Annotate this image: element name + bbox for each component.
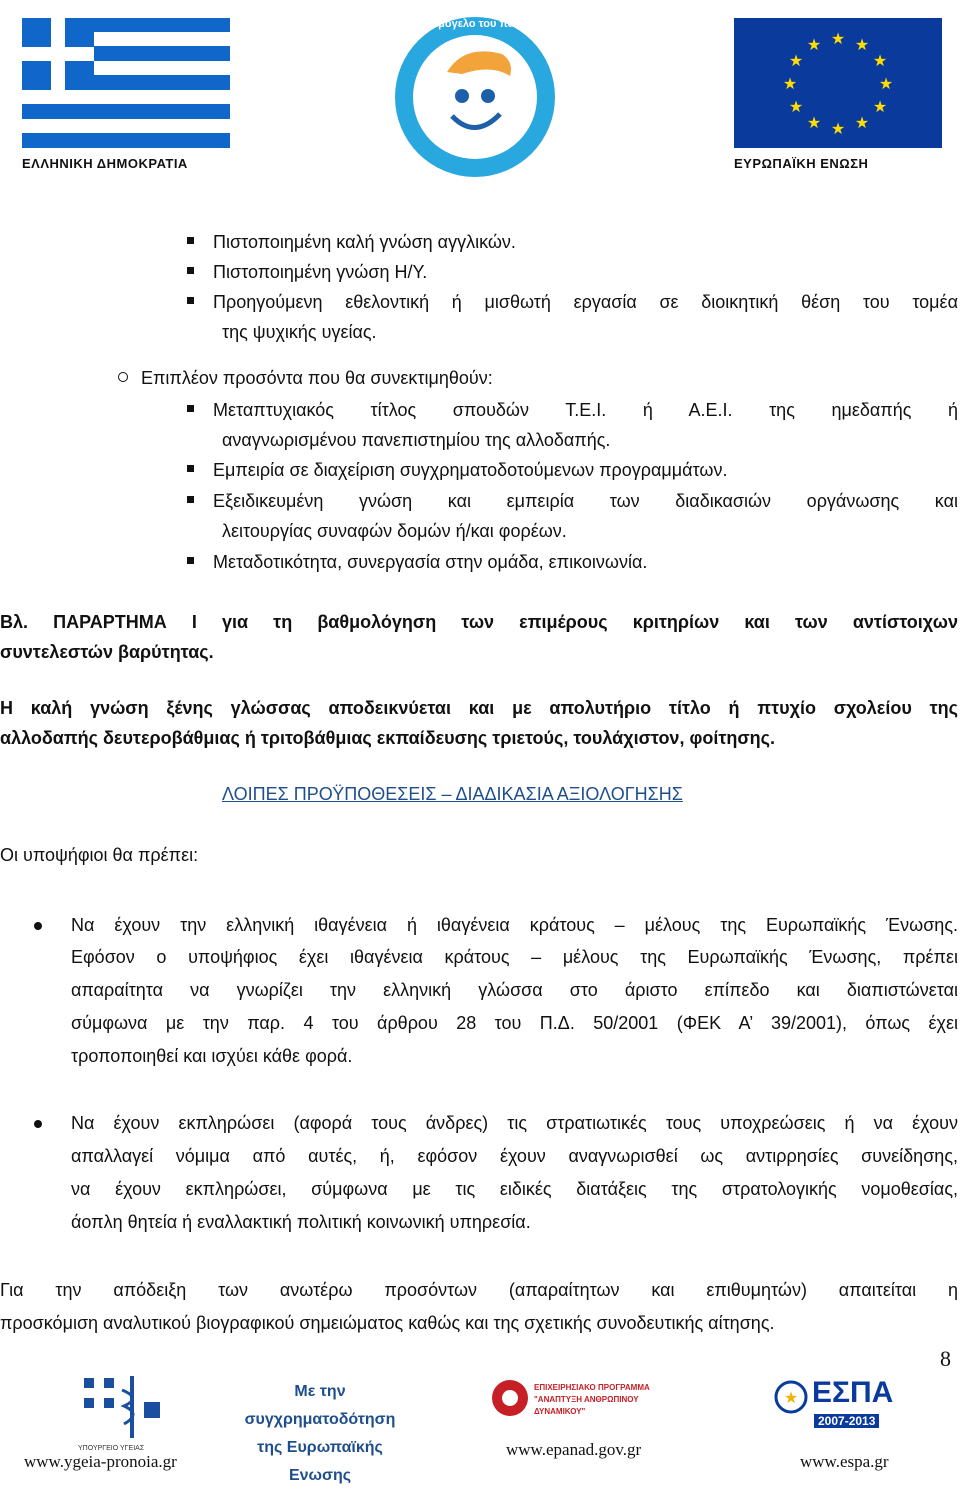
program-logo-line: ΕΠΙΧΕΙΡΗΣΙΑΚΟ ΠΡΟΓΡΑΜΜΑ <box>534 1383 650 1392</box>
svg-text:★: ★ <box>830 29 846 48</box>
program-logo <box>490 1376 690 1422</box>
list-item: Μεταδοτικότητα, συνεργασία στην ομάδα, επικοινωνία. <box>213 552 648 572</box>
list-item: Πιστοποιημένη γνώση Η/Υ. <box>213 262 428 282</box>
annex-note-line1: Βλ. ΠΑΡΑΡΤΗΜΑ Ι για τη βαθμολόγηση των επιμέρους κριτηρίων και των αντίστοιχων <box>0 612 958 632</box>
condition-line: Να έχουν εκπληρώσει (αφορά τους άνδρες) τις στρατιωτικές τους υποχρεώσεις ή να έχουν <box>71 1113 958 1133</box>
condition-line: απαλλαγεί νόμιμα από αυτές, ή, εφόσον έχουν αναγνωρισθεί ως αντιρρησίες συνείδησης, <box>71 1146 958 1166</box>
eu-flag-icon <box>734 18 942 148</box>
greek-flag-logo <box>22 18 230 171</box>
ministry-logo <box>40 1372 220 1452</box>
round-bullet-icon <box>34 922 42 930</box>
proof-note-line2: προσκόμιση αναλυτικού βιογραφικού σημειώματος καθώς και της σχετικής συνοδευτικής αίτησης. <box>0 1313 775 1333</box>
proof-note-line1: Για την απόδειξη των ανωτέρω προσόντων (απαραίτητων και επιθυμητών) απαιτείται η <box>0 1280 958 1300</box>
ministry-logo-text: ΥΠΟΥΡΓΕΙΟ ΥΓΕΙΑΣ <box>78 1445 145 1452</box>
square-bullet-icon <box>187 557 194 564</box>
list-item: Εξειδικευμένη γνώση και εμπειρία των διαδικασιών οργάνωσης και <box>213 491 958 511</box>
square-bullet-icon <box>187 297 194 304</box>
condition-line: απαραίτητα να γνωρίζει την ελληνική γλώσσα στο άριστο επίπεδο και διαπιστώνεται <box>71 980 958 1000</box>
child-smile-icon <box>392 14 558 180</box>
smile-of-the-child-logo <box>392 14 558 180</box>
svg-text:★: ★ <box>872 51 888 70</box>
svg-text:★: ★ <box>878 74 894 93</box>
svg-text:★: ★ <box>783 1388 799 1407</box>
greek-flag-caption: ΕΛΛΗΝΙΚΗ ΔΗΜΟΚΡΑΤΙΑ <box>22 156 188 171</box>
eu-flag-logo <box>734 18 942 171</box>
square-bullet-icon <box>187 496 194 503</box>
additional-heading: Επιπλέον προσόντα που θα συνεκτιμηθούν: <box>141 368 493 388</box>
language-note-line2: αλλοδαπής δευτεροβάθμιας ή τριτοβάθμιας εκπαίδευσης τριετούς, τουλάχιστον, φοίτησης. <box>0 728 776 748</box>
espa-url: www.espa.gr <box>800 1452 889 1471</box>
svg-text:★: ★ <box>788 97 804 116</box>
condition-line: τροποποιηθεί και ισχύει κάθε φορά. <box>71 1046 353 1066</box>
list-item-continuation: αναγνωρισμένου πανεπιστημίου της αλλοδαπής. <box>222 430 611 450</box>
square-bullet-icon <box>187 465 194 472</box>
center-logo-text: Το χαμόγελο του παιδιού <box>409 18 541 30</box>
program-logo-icon <box>490 1378 530 1418</box>
list-item: Προηγούμενη εθελοντική ή μισθωτή εργασία σε διοικητική θέση του τομέα <box>213 292 958 312</box>
cofund-text <box>230 1378 410 1490</box>
cofund-line: Με την <box>294 1383 346 1400</box>
svg-text:★: ★ <box>854 113 870 132</box>
square-bullet-icon <box>187 405 194 412</box>
ministry-url: www.ygeia-pronoia.gr <box>24 1452 177 1471</box>
square-bullet-icon <box>187 237 194 244</box>
annex-note-line2: συντελεστών βαρύτητας. <box>0 642 214 662</box>
health-ministry-icon <box>74 1372 184 1444</box>
list-item: Εμπειρία σε διαχείριση συγχρηματοδοτούμενων προγραμμάτων. <box>213 460 728 480</box>
eu-flag-caption: ΕΥΡΩΠΑΪΚΗ ΕΝΩΣΗ <box>734 156 869 171</box>
condition-line: Εφόσον ο υποψήφιος έχει ιθαγένεια κράτους – μέλους της Ευρωπαϊκής Ένωσης, πρέπει <box>71 947 958 967</box>
condition-line: να έχουν εκπληρώσει, σύμφωνα με τις ειδικές διατάξεις της στρατολογικής νομοθεσίας, <box>71 1179 958 1199</box>
square-bullet-icon <box>187 267 194 274</box>
program-logo-line: "ΑΝΑΠΤΥΞΗ ΑΝΘΡΩΠΙΝΟΥ ΔΥΝΑΜΙΚΟΥ" <box>534 1395 639 1416</box>
list-item: Μεταπτυχιακός τίτλος σπουδών Τ.Ε.Ι. ή Α.Ε.Ι. της ημεδαπής ή <box>213 400 958 420</box>
svg-text:★: ★ <box>782 74 798 93</box>
greek-flag-icon <box>22 18 230 148</box>
candidates-label: Οι υποψήφιοι θα πρέπει: <box>0 845 199 865</box>
svg-text:★: ★ <box>806 35 822 54</box>
espa-star-icon <box>774 1380 808 1414</box>
list-item-continuation: λειτουργίας συναφών δομών ή/και φορέων. <box>222 521 567 541</box>
svg-text:★: ★ <box>788 51 804 70</box>
cofund-line: Ενωσης <box>288 1467 352 1484</box>
svg-text:★: ★ <box>872 97 888 116</box>
espa-logo-text: ΕΣΠΑ <box>812 1376 894 1409</box>
condition-line: άοπλη θητεία ή εναλλακτική πολιτική κοινωνική υπηρεσία. <box>71 1212 531 1232</box>
espa-years: 2007-2013 <box>814 1414 879 1428</box>
cofund-line: συγχρηματοδότηση <box>244 1411 396 1428</box>
round-bullet-icon <box>34 1120 42 1128</box>
list-item-continuation: της ψυχικής υγείας. <box>222 322 377 342</box>
condition-line: Να έχουν την ελληνική ιθαγένεια ή ιθαγένεια κράτους – μέλους της Ευρωπαϊκής Ένωσης. <box>71 915 958 935</box>
section-title: ΛΟΙΠΕΣ ΠΡΟΫΠΟΘΕΣΕΙΣ – ΔΙΑΔΙΚΑΣΙΑ ΑΞΙΟΛΟΓΗΣΗΣ <box>222 784 683 804</box>
condition-line: σύμφωνα με την παρ. 4 του άρθρου 28 του Π.Δ. 50/2001 (ΦΕΚ Α’ 39/2001), όπως έχει <box>71 1013 958 1033</box>
svg-text:★: ★ <box>854 35 870 54</box>
language-note-line1: Η καλή γνώση ξένης γλώσσας αποδεικνύεται και με απολυτήριο τίτλο ή πτυχίο σχολείου της <box>0 698 958 718</box>
svg-text:★: ★ <box>806 113 822 132</box>
circle-bullet-icon <box>118 372 128 382</box>
program-url: www.epanad.gov.gr <box>506 1440 642 1459</box>
svg-text:★: ★ <box>830 119 846 138</box>
list-item: Πιστοποιημένη καλή γνώση αγγλικών. <box>213 232 516 252</box>
page-number: 8 <box>940 1346 951 1371</box>
espa-logo <box>774 1376 954 1438</box>
cofund-line: της Ευρωπαϊκής <box>257 1439 383 1456</box>
